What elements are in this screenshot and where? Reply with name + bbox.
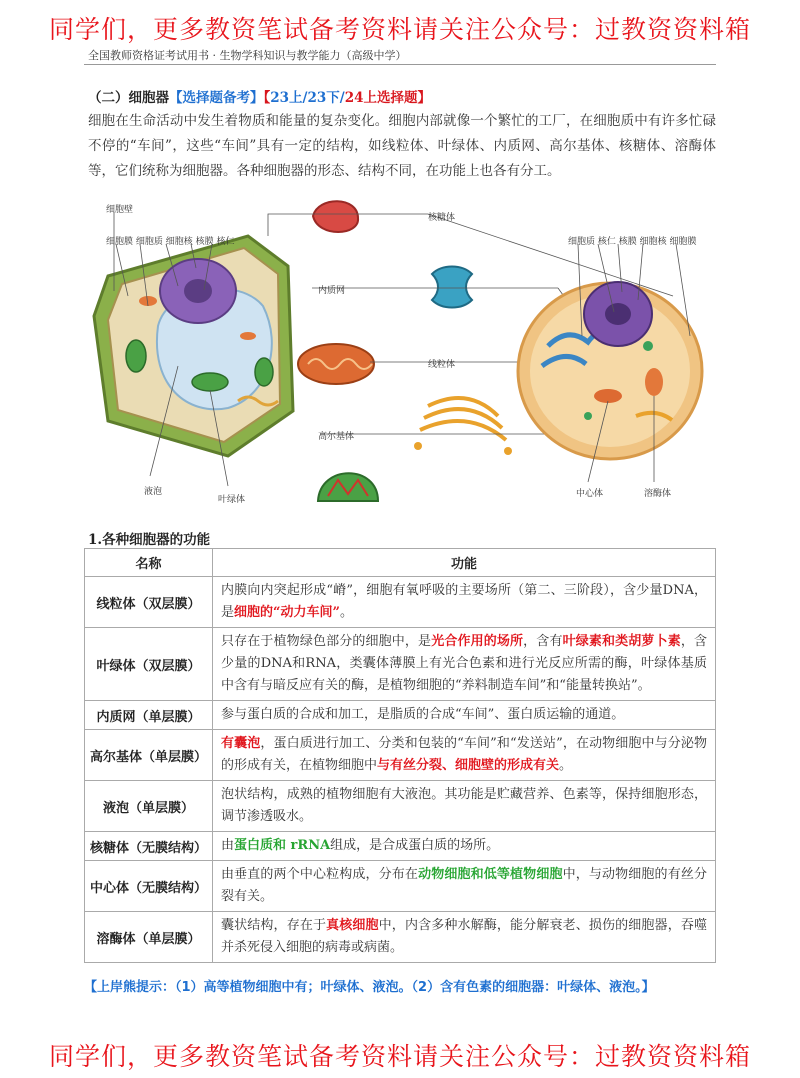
label-lysosome: 溶酶体	[644, 489, 672, 499]
organelle-name: 叶绿体（双层膜）	[85, 628, 213, 701]
organelle-function	[213, 861, 716, 912]
book-subheader: 全国教师资格证考试用书 · 生物学科知识与教学能力（高级中学）	[88, 49, 407, 62]
promo-banner-top: 同学们，更多教资笔试备考资料请关注公众号：过教资资料箱	[48, 15, 751, 44]
section-prefix: （二）细胞器	[88, 90, 169, 106]
section-tag-exam: 【选择题备考】	[169, 90, 264, 106]
organelle-function	[213, 701, 716, 730]
function-highlight: 光合作用的场所	[431, 634, 524, 649]
label-mitochondrion: 线粒体	[428, 360, 456, 370]
header-name: 名称	[85, 549, 213, 577]
table-row	[85, 912, 716, 963]
organelle-function	[213, 781, 716, 832]
function-text: 囊状结构，存在于	[221, 918, 327, 933]
table-row	[85, 832, 716, 861]
header-function: 功能	[213, 549, 716, 577]
er-shape	[432, 267, 472, 308]
function-highlight: 与有丝分裂、细胞壁的形成有关	[377, 758, 560, 773]
function-text: ，含有	[523, 634, 563, 649]
table-row	[85, 861, 716, 912]
plant-cell-illustration	[94, 236, 293, 456]
function-text: 。	[559, 758, 573, 773]
function-text: 中，与动物细胞的有丝分裂有关。	[221, 867, 707, 904]
table-row	[85, 628, 716, 701]
label-golgi: 高尔基体	[318, 432, 355, 442]
function-text: 由垂直的两个中心粒构成，分布在	[221, 867, 419, 882]
organelle-function	[213, 730, 716, 781]
organelle-name: 液泡（单层膜）	[85, 781, 213, 832]
organelle-name: 溶酶体（单层膜）	[85, 912, 213, 963]
function-text: ，蛋白质进行加工、分类和包装的“车间”和“发送站”，在动物细胞中与分泌物的形成有关，在植物细胞中	[221, 736, 707, 773]
function-highlight: 有囊泡	[221, 736, 261, 751]
cell-diagram	[88, 196, 716, 516]
table-title: 1.各种细胞器的功能	[88, 532, 211, 548]
animal-cell-illustration	[518, 282, 702, 459]
function-highlight: 细胞的“动力车间”	[234, 605, 340, 620]
function-text: 参与蛋白质的合成和加工，是脂质的合成“车间”、蛋白质运输的通道。	[221, 707, 625, 722]
function-text: 由	[221, 838, 235, 853]
organelle-name: 核糖体（无膜结构）	[85, 832, 213, 861]
label-cell-wall: 细胞壁	[106, 205, 134, 215]
tip-note: 【上岸熊提示：（1）高等植物细胞中有；叶绿体、液泡。（2）含有色素的细胞器：叶绿体、液泡。】	[84, 980, 655, 995]
header-divider	[84, 64, 716, 65]
label-animal-row: 细胞质 核仁 核膜 细胞核 细胞膜	[568, 237, 697, 247]
label-er: 内质网	[318, 286, 346, 296]
label-ribosome: 核糖体	[428, 213, 456, 223]
label-vacuole: 液泡	[144, 487, 163, 497]
organelle-function-table	[84, 548, 716, 963]
table-row	[85, 701, 716, 730]
mitochondrion-shape	[298, 344, 374, 384]
intro-paragraph: 细胞在生命活动中发生着物质和能量的复杂变化。细胞内部就像一个繁忙的工厂，在细胞质中有许多忙碌不停的“车间”，这些“车间”具有一定的结构，如线粒体、叶绿体、内质网、高尔基体、核糖体、溶酶体等，它们统称为细胞器。各种细胞器的形态、结构不同，在功能上也各有分工。	[88, 113, 716, 179]
organelle-function	[213, 577, 716, 628]
section-tag-years: 23上/23下/	[270, 90, 345, 106]
organelle-name: 内质网（单层膜）	[85, 701, 213, 730]
table-row	[85, 730, 716, 781]
function-highlight-green: 动物细胞和低等植物细胞	[418, 867, 563, 882]
organelle-name: 中心体（无膜结构）	[85, 861, 213, 912]
ribosome-shape	[313, 201, 358, 232]
label-plant-row: 细胞膜 细胞质 细胞核 核膜 核仁	[106, 237, 235, 247]
section-bracket-close: 】	[417, 90, 431, 106]
function-highlight-green: 蛋白质和 rRNA	[234, 838, 331, 853]
function-text: 中，内含多种水解酶，能分解衰老、损伤的细胞器，吞噬并杀死侵入细胞的病毒或病菌。	[221, 918, 707, 955]
table-row	[85, 781, 716, 832]
function-highlight: 真核细胞	[326, 918, 379, 933]
function-text: 。	[339, 605, 353, 620]
section-bracket-open: 【	[263, 90, 271, 106]
promo-banner-bottom: 同学们，更多教资笔试备考资料请关注公众号：过教资资料箱	[48, 1042, 751, 1071]
function-text: ，含少量的DNA和RNA，类囊体薄膜上有光合色素和进行光反应所需的酶，叶绿体基质中含有与暗反应有关的酶，是植物细胞的“养料制造车间”和“能量转换站”。	[221, 634, 707, 693]
organelle-function	[213, 912, 716, 963]
table-row	[85, 577, 716, 628]
label-centrosome: 中心体	[576, 489, 604, 499]
section-title	[88, 86, 431, 106]
function-highlight: 叶绿素和类胡萝卜素	[562, 634, 681, 649]
organelle-function	[213, 628, 716, 701]
table-header-row	[85, 549, 716, 577]
organelle-name: 线粒体（双层膜）	[85, 577, 213, 628]
function-text: 只存在于植物绿色部分的细胞中，是	[221, 634, 432, 649]
function-text: 泡状结构，成熟的植物细胞有大液泡。其功能是贮藏营养、色素等，保持细胞形态，调节渗透吸水。	[221, 787, 707, 824]
chloroplast-shape	[318, 473, 378, 501]
label-chloroplast: 叶绿体	[218, 495, 246, 505]
function-text: 内膜向内突起形成“嵴”，细胞有氧呼吸的主要场所（第二、三阶段），含少量DNA，是	[221, 583, 707, 620]
organelle-name: 高尔基体（单层膜）	[85, 730, 213, 781]
organelle-function	[213, 832, 716, 861]
section-tag-24: 24上选择题	[344, 90, 418, 106]
function-text: 组成，是合成蛋白质的场所。	[330, 838, 500, 853]
